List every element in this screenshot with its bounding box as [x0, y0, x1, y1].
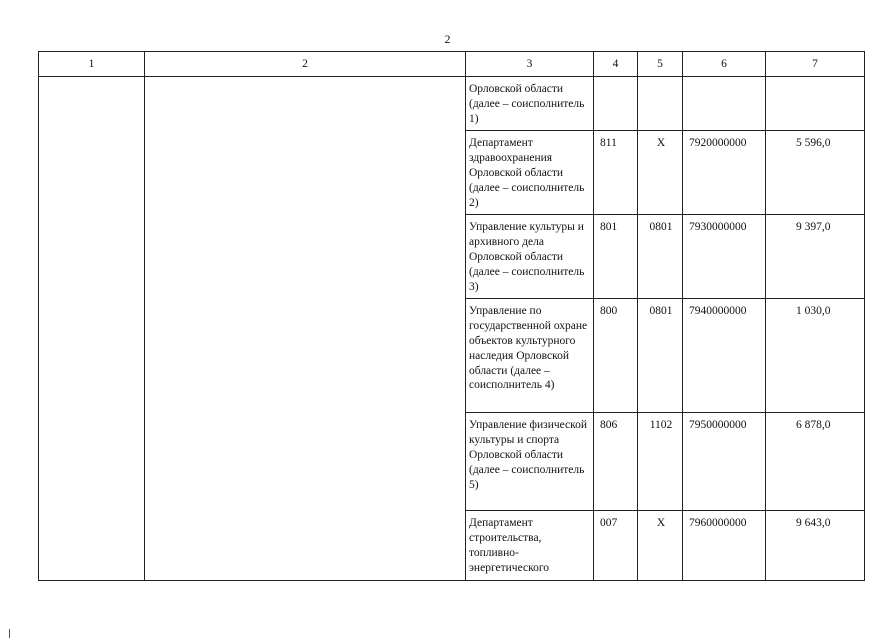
code-col4: 800 — [600, 305, 618, 318]
executor-name: Управление физической культуры и спорта Орловской области (далее – соисполнитель 5) — [469, 419, 588, 491]
column-header-3: 3 — [466, 52, 594, 77]
amount-col7: 5 596,0 — [796, 137, 831, 150]
executor-name: Орловской области (далее – соисполнитель 1) — [469, 83, 585, 125]
code-col5: Х — [656, 137, 666, 150]
column-header-7: 7 — [766, 52, 865, 77]
code-col5: Х — [656, 517, 666, 530]
executor-name: Департамент строительства, топливно-энергетического — [469, 517, 550, 574]
page-number: 2 — [444, 32, 451, 46]
code-col6: 7960000000 — [689, 517, 747, 530]
table-row — [39, 77, 865, 131]
amount-col7: 9 397,0 — [796, 221, 831, 234]
code-col5 — [638, 77, 682, 86]
code-col5: 0801 — [649, 305, 673, 318]
code-col6: 7940000000 — [689, 305, 747, 318]
column-header-5: 5 — [638, 52, 683, 77]
column-header-4: 4 — [594, 52, 638, 77]
column-header-2: 2 — [145, 52, 466, 77]
executor-name: Управление культуры и архивного дела Орловской области (далее – соисполнитель 3) — [469, 221, 585, 293]
code-col6: 7920000000 — [689, 137, 747, 150]
code-col4: 007 — [600, 517, 618, 530]
amount-col7: 9 643,0 — [796, 517, 831, 530]
code-col4: 811 — [600, 137, 617, 150]
merged-cell-col2 — [145, 77, 466, 581]
code-col4 — [594, 77, 637, 86]
code-col4: 806 — [600, 419, 618, 432]
code-col4: 801 — [600, 221, 618, 234]
program-table — [38, 51, 865, 581]
merged-cell-col1 — [39, 77, 145, 581]
code-col6: 7930000000 — [689, 221, 747, 234]
scan-mark — [9, 629, 10, 638]
executor-name: Управление по государственной охране объектов культурного наследия Орловской области (далее – соисполнитель 4) — [469, 305, 588, 392]
code-col5: 0801 — [649, 221, 673, 234]
column-header-6: 6 — [683, 52, 766, 77]
column-header-1: 1 — [39, 52, 145, 77]
header-row — [39, 52, 865, 77]
code-col6 — [683, 77, 765, 86]
amount-col7 — [766, 77, 864, 86]
code-col6: 7950000000 — [689, 419, 747, 432]
code-col5: 1102 — [649, 419, 673, 432]
executor-name: Департамент здравоохранения Орловской области (далее – соисполнитель 2) — [469, 137, 585, 209]
amount-col7: 6 878,0 — [796, 419, 831, 432]
amount-col7: 1 030,0 — [796, 305, 831, 318]
